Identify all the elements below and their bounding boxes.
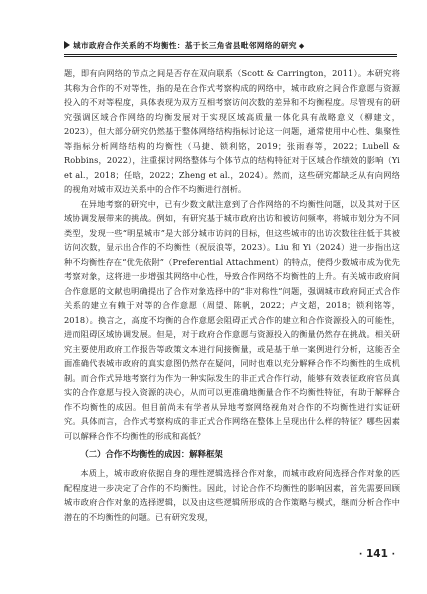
body-text [64, 66, 400, 524]
page-number [359, 548, 395, 560]
paragraph-2: 在异地考察的研究中，已有少数文献注意到了合作网络的不均衡性问题，以及其对于区域协调发展带来的挑战。例如，有研究基于城市政府出访和被访问频率，将城市划分为不同类型，发现一些“明星城市”是大部分城市访问的目标，但这些城市的出访次数往往低于其被访问次数，显示出合作的不均衡性（祝辰浪等，2023）。Liu 和 Yi（2024）进一步指出这种不均衡性存在“优先依附”（Preferential Attachment）的特点，使得少数城市成为优先考察对象，这将进一步增强其网络中心性，导致合作网络不均衡性的上升。有关城市政府间合作意愿的文献也明确提出了合作对象选择中的“非对称性”问题，强调城市政府间正式合作关系的建立有赖于对等的合作意愿（周望、陈帆，2022；卢文超，2018；锁利铭等，2018）。换言之，高度不均衡的合作意愿会阻碍正式合作的建立和合作资源投入的可能性，进而阻碍区域协调发展。但是，对于政府合作意愿与资源投入的衡量仍然存在挑战。相关研究主要使用政府工作报告等政策文本进行间接衡量，或是基于单一案例进行分析，这能否全面准确代表城市政府的真实意图仍然存在疑问，同时也难以充分解释合作不均衡性的生成机制。而合作式异地考察行为作为一种实际发生的非正式合作行动，能够有效表征政府官员真实的合作意愿与投入资源的决心，从而可以更准确地衡量合作不均衡性特征，有助于解释合作不均衡性的成因。但目前尚未有学者从异地考察网络视角对合作的不均衡性进行实证研究。具体而言，合作式考察构成的非正式合作网络在整体上呈现出什么样的特征？哪些因素可以解释合作不均衡性的形成和高低？ [64, 198, 400, 441]
arrow-icon [64, 41, 70, 49]
header-rule-thin [64, 56, 397, 57]
dot-right-icon: · [391, 550, 395, 560]
running-header [64, 40, 397, 51]
dot-left-icon: · [358, 550, 363, 560]
header-title: 城市政府合作关系的不均衡性：基于长三角省县毗邻网络的研究 [73, 41, 297, 50]
section-heading: （二）合作不均衡性的成因：解释框架 [80, 449, 223, 459]
diamond-icon: ◆ [298, 41, 305, 50]
paragraph-3: 本质上，城市政府依据自身的理性逻辑选择合作对象，而城市政府间选择合作对象的匹配程度进一步决定了合作的不均衡性。因此，讨论合作不均衡性的影响因素，首先需要回顾城市政府合作对象的选择逻辑，以及由这些逻辑所形成的合作策略与模式，继而分析合作中潜在的不均衡性的问题。已有研究发现， [64, 468, 400, 522]
header-rule [64, 54, 397, 55]
page-number-value: 141 [366, 548, 388, 560]
paragraph-1: 题，即有向网络的节点之间是否存在双向联系（Scott & Carrington，2011）。本研究将其称为合作的不对等性，指的是在合作式考察构成的网络中，城市政府之间合作意愿与资源投入的不对等程度，具体表现为双方互相考察访问次数的差异和不均衡程度。尽管现有的研究强调区域合作网络的均衡发展对于实现区域高质量一体化具有战略意义（柳建文，2023），但大部分研究仍然基于整体网络结构指标讨论这一问题，通常使用中心性、集聚性等指标分析网络结构的均衡性（马捷、锁利铭，2019；张雨春等，2022；Lubell & Robbins，2022），注重探讨网络整体与个体节点的结构特征对于区域合作绩效的影响（Yi et al.，2018；任晗，2022；Zheng et al.，2024）。然而，这些研究都缺乏从有向网络的视角对城市双边关系中的合作不均衡进行剖析。 [64, 68, 400, 194]
